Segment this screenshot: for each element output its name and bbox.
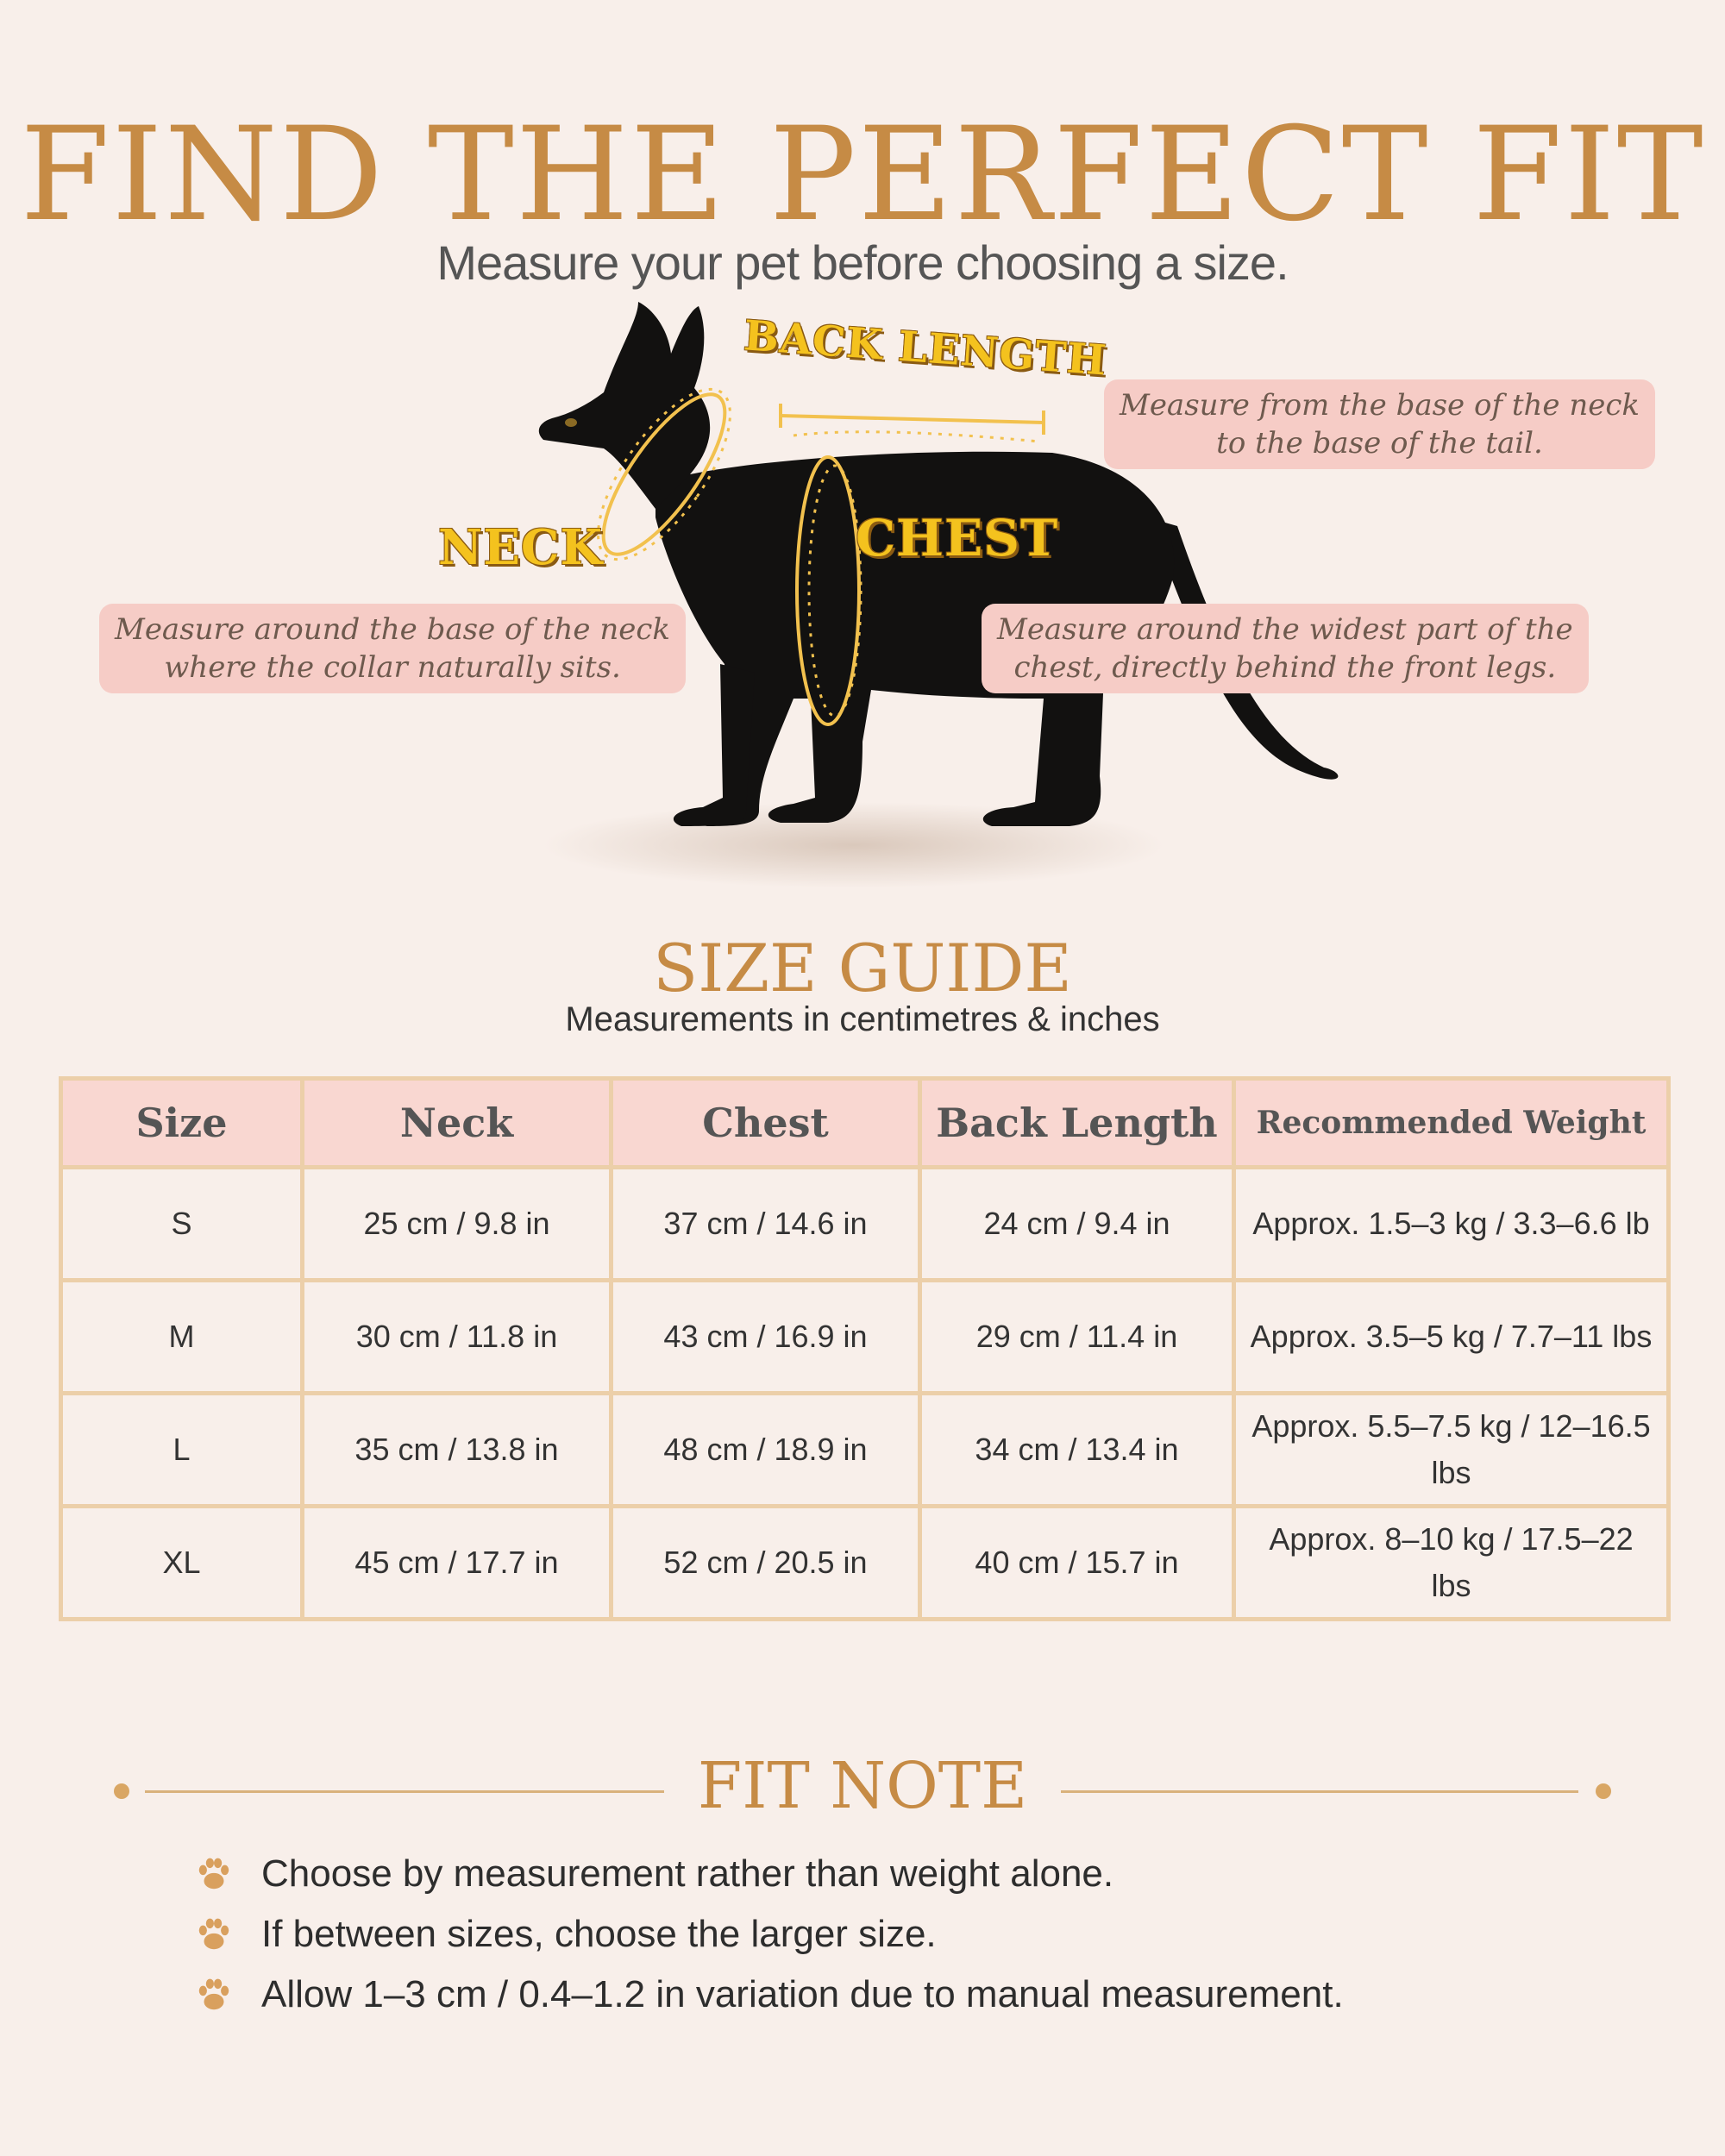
chest-note-line-2: chest, directly behind the front legs. — [1013, 650, 1557, 685]
paw-icon — [194, 1915, 234, 1954]
cell-weight: Approx. 8–10 kg / 17.5–22 lbs — [1234, 1507, 1669, 1620]
column-header-neck: Neck — [303, 1079, 612, 1168]
cell-size: S — [61, 1168, 303, 1281]
cell-chest: 37 cm / 14.6 in — [612, 1168, 920, 1281]
cat-eye — [565, 418, 577, 427]
chest-label: CHEST — [856, 509, 1059, 567]
table-row — [61, 1168, 1669, 1281]
back-length-note-line-2: to the base of the tail. — [1216, 426, 1543, 461]
cell-size: M — [61, 1281, 303, 1394]
cell-back-length: 24 cm / 9.4 in — [920, 1168, 1234, 1281]
table-header-row — [61, 1079, 1669, 1168]
cell-chest: 43 cm / 16.9 in — [612, 1281, 920, 1394]
list-item — [194, 1844, 1344, 1904]
cell-neck: 25 cm / 9.8 in — [303, 1168, 612, 1281]
cell-weight: Approx. 1.5–3 kg / 3.3–6.6 lb — [1234, 1168, 1669, 1281]
column-header-size: Size — [61, 1079, 303, 1168]
fit-note-text: Choose by measurement rather than weight alone. — [261, 1852, 1114, 1895]
fit-note-title: FIT NOTE — [697, 1749, 1028, 1823]
table-row — [61, 1394, 1669, 1507]
cell-neck: 30 cm / 11.8 in — [303, 1281, 612, 1394]
neck-note-line-2: where the collar naturally sits. — [164, 650, 621, 685]
fit-note-text: If between sizes, choose the larger size. — [261, 1913, 937, 1955]
neck-callout — [99, 604, 686, 693]
cell-chest: 48 cm / 18.9 in — [612, 1394, 920, 1507]
cell-neck: 35 cm / 13.8 in — [303, 1394, 612, 1507]
cell-chest: 52 cm / 20.5 in — [612, 1507, 920, 1620]
size-table — [59, 1076, 1671, 1621]
cell-size: L — [61, 1394, 303, 1507]
page-title: FIND THE PERFECT FIT — [20, 100, 1705, 250]
cat-measurement-diagram — [0, 293, 1725, 914]
cell-size: XL — [61, 1507, 303, 1620]
back-length-callout — [1104, 379, 1655, 469]
neck-label: NECK — [438, 519, 604, 576]
fit-note-list — [194, 1844, 1344, 2025]
back-length-note-line-1: Measure from the base of the neck — [1120, 388, 1640, 423]
cell-back-length: 40 cm / 15.7 in — [920, 1507, 1234, 1620]
back-length-measure — [781, 404, 1044, 442]
divider-line-right — [1061, 1790, 1578, 1793]
cell-weight: Approx. 3.5–5 kg / 7.7–11 lbs — [1234, 1281, 1669, 1394]
cell-weight: Approx. 5.5–7.5 kg / 12–16.5 lbs — [1234, 1394, 1669, 1507]
divider-dot-right — [1596, 1783, 1611, 1799]
paw-icon — [194, 1975, 234, 2015]
page-subtitle: Measure your pet before choosing a size. — [436, 235, 1289, 290]
paw-icon — [194, 1854, 234, 1894]
list-item — [194, 1965, 1344, 2025]
cell-back-length: 29 cm / 11.4 in — [920, 1281, 1234, 1394]
fit-note-text: Allow 1–3 cm / 0.4–1.2 in variation due to manual measurement. — [261, 1973, 1344, 2015]
table-row — [61, 1281, 1669, 1394]
chest-callout — [982, 604, 1589, 693]
cell-back-length: 34 cm / 13.4 in — [920, 1394, 1234, 1507]
table-row — [61, 1507, 1669, 1620]
chest-note-line-1: Measure around the widest part of the — [997, 612, 1573, 647]
list-item — [194, 1904, 1344, 1965]
column-header-chest: Chest — [612, 1079, 920, 1168]
column-header-weight: Recommended Weight — [1234, 1079, 1669, 1168]
size-guide-title: SIZE GUIDE — [653, 930, 1072, 1006]
back-length-label: BACK LENGTH — [742, 311, 1109, 385]
neck-note-line-1: Measure around the base of the neck — [115, 612, 671, 647]
column-header-back-length: Back Length — [920, 1079, 1234, 1168]
cell-neck: 45 cm / 17.7 in — [303, 1507, 612, 1620]
size-guide-subtitle: Measurements in centimetres & inches — [565, 1000, 1160, 1038]
